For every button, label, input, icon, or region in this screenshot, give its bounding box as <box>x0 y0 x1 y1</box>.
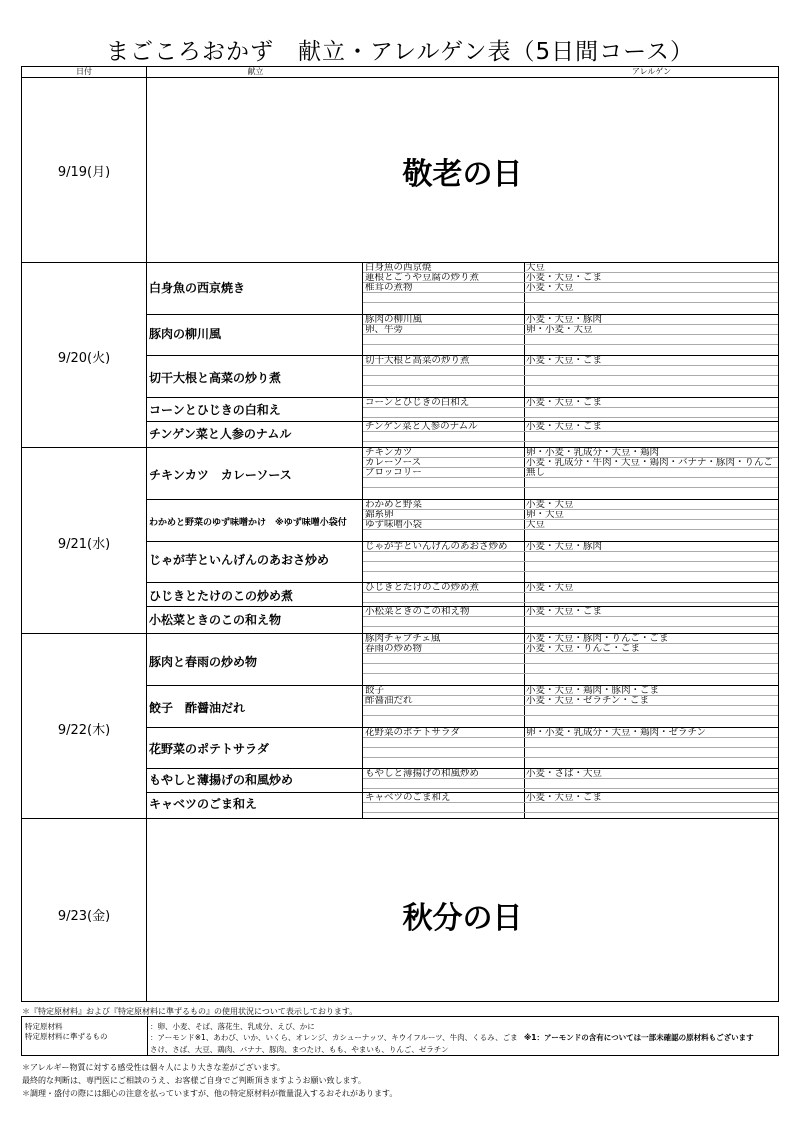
grid-line <box>363 715 778 716</box>
item-name: 卵、牛蒡 <box>365 325 404 334</box>
allergen-legend <box>21 1016 779 1056</box>
grid-line <box>362 633 363 818</box>
allergen-value: 小麦・大豆・ごま <box>526 356 603 365</box>
grid-line <box>363 757 778 758</box>
holiday-label: 秋分の日 <box>402 901 523 936</box>
grid-line <box>363 616 778 617</box>
item-name: 春雨の炒め物 <box>365 644 423 653</box>
allergen-value: 小麦・さば・大豆 <box>526 769 603 778</box>
grid-line <box>363 551 778 552</box>
footnote: ＊調理・盛付の際には細心の注意を払っていますが、他の特定原材料が微量混入するおそれがあります。 <box>22 1089 398 1098</box>
grid-line <box>363 592 778 593</box>
legend-note: ※1：アーモンドの含有については一部未確認の原材料もございます <box>524 1033 754 1042</box>
dish-name: じゃが芋といんげんのあおさ炒め <box>149 553 330 567</box>
grid-line <box>363 487 778 488</box>
dish-name: 切干大根と高菜の炒り煮 <box>149 371 282 385</box>
grid-line <box>524 633 525 818</box>
allergen-value: 小麦・大豆・ごま <box>526 607 603 616</box>
date-cell: 9/20(火) <box>57 351 111 366</box>
grid-line <box>363 602 778 603</box>
grid-line <box>363 653 778 654</box>
item-name: わかめと野菜 <box>365 500 423 509</box>
grid-line <box>363 431 778 432</box>
dish-name: ひじきとたけのこの炒め煮 <box>149 589 294 603</box>
dish-name: もやしと薄揚げの和風炒め <box>149 773 294 787</box>
grid-line <box>363 778 778 779</box>
dish-name: 豚肉と春雨の炒め物 <box>149 655 258 669</box>
grid-line <box>363 747 778 748</box>
grid-line <box>363 375 778 376</box>
item-name: 酢醤油だれ <box>365 696 413 705</box>
allergen-value: 卵・小麦・乳成分・大豆・鶏肉・ゼラチン <box>526 728 707 737</box>
item-name: 切干大根と高菜の炒り煮 <box>365 356 470 365</box>
legend-label: 特定原材料 <box>25 1022 63 1031</box>
grid-line <box>363 477 778 478</box>
allergen-value: 小麦・大豆・豚肉 <box>526 542 603 551</box>
item-name: もやしと薄揚げの和風炒め <box>365 769 480 778</box>
grid-line <box>363 737 778 738</box>
header-date: 日付 <box>76 67 92 76</box>
menu-allergen-table <box>21 66 779 1002</box>
header-allergen: アレルゲン <box>631 67 672 76</box>
grid-line <box>363 571 778 572</box>
holiday-label: 敬老の日 <box>402 157 523 192</box>
legend-label: 特定原材料に準ずるもの <box>25 1032 108 1041</box>
date-cell: 9/23(金) <box>57 909 111 924</box>
allergen-value: 小麦・大豆・ごま <box>526 793 603 802</box>
allergen-value: 小麦・大豆 <box>526 500 574 509</box>
item-name: キャベツのごま和え <box>365 793 451 802</box>
date-cell: 9/21(水) <box>57 537 111 552</box>
item-name: 蓮根とごうや豆腐の炒り煮 <box>365 273 480 282</box>
grid-line <box>363 812 778 813</box>
item-name: ブロッコリー <box>365 468 422 477</box>
footnote: ＊アレルギー物質に対する感受性は個々人により大きな差がございます。 <box>22 1063 285 1072</box>
grid-line <box>363 561 778 562</box>
date-cell: 9/22(木) <box>57 723 111 738</box>
item-name: じゃが芋といんげんのあおさ炒め <box>365 542 508 551</box>
allergen-value: 卵・小麦・大豆 <box>526 325 593 334</box>
grid-line <box>363 441 778 442</box>
item-name: 豚肉の柳川風 <box>365 315 423 324</box>
dish-name: わかめと野菜のゆず味噌かけ ※ゆず味噌小袋付 <box>149 518 347 528</box>
item-name: 椎茸の煮物 <box>365 283 413 292</box>
grid-line <box>363 407 778 408</box>
table-header <box>22 67 778 78</box>
allergen-value: 小麦・大豆 <box>526 283 574 292</box>
grid-line <box>363 626 778 627</box>
item-name: 小松菜ときのこの和え物 <box>365 607 470 616</box>
item-name: 白身魚の西京焼 <box>365 263 432 272</box>
item-name: 餃子 <box>365 686 385 695</box>
item-name: カレーソース <box>365 458 422 467</box>
dish-name: キャベツのごま和え <box>149 797 258 811</box>
allergen-value: 小麦・大豆・豚肉・りんご・ごま <box>526 634 669 643</box>
dish-name: チキンカツ カレーソース <box>149 468 292 482</box>
item-name: チンゲン菜と人参のナムル <box>365 422 478 431</box>
allergen-value: 大豆 <box>526 263 546 272</box>
grid-line <box>363 663 778 664</box>
grid-line <box>363 344 778 345</box>
grid-line <box>363 365 778 366</box>
legend-value: ：アーモンド※1、あわび、いか、いくら、オレンジ、カシューナッツ、キウイフルーツ、牛肉、くるみ、ごま <box>150 1033 518 1042</box>
dish-name: 花野菜のポテトサラダ <box>149 742 269 756</box>
grid-line <box>363 673 778 674</box>
grid-line <box>363 385 778 386</box>
allergen-value: 小麦・大豆・豚肉 <box>526 315 603 324</box>
allergen-value: 無し <box>526 468 546 477</box>
allergen-value: 小麦・大豆・鶏肉・豚肉・ごま <box>526 686 660 695</box>
allergen-value: 小麦・大豆・ごま <box>526 273 603 282</box>
date-cell: 9/19(月) <box>57 165 111 180</box>
dish-name: 豚肉の柳川風 <box>149 327 222 341</box>
header-menu: 献立 <box>247 67 264 76</box>
dish-name: コーンとひじきの白和え <box>149 403 281 417</box>
grid-line <box>363 802 778 803</box>
page-title: まごころおかず 献立・アレルゲン表（5日間コース） <box>105 39 695 65</box>
legend-value: さけ、さば、大豆、鶏肉、バナナ、豚肉、まつたけ、もも、やまいも、りんご、ゼラチン <box>150 1045 449 1054</box>
allergen-value: 卵・小麦・乳成分・大豆・鶏肉 <box>526 448 660 457</box>
grid-line <box>363 334 778 335</box>
dish-name: 白身魚の西京焼き <box>149 281 246 295</box>
grid-line <box>22 818 778 819</box>
item-name: ひじきとたけのこの炒め煮 <box>365 583 480 592</box>
allergen-value: 小麦・大豆・ごま <box>526 398 603 407</box>
item-name: 花野菜のポテトサラダ <box>365 728 460 737</box>
grid-line <box>363 788 778 789</box>
allergen-value: 小麦・大豆・ゼラチン・ごま <box>526 696 650 705</box>
allergen-value: 小麦・大豆・ごま <box>526 422 603 431</box>
grid-line <box>363 302 778 303</box>
grid-line <box>363 529 778 530</box>
item-name: 錦糸卵 <box>365 510 394 519</box>
allergen-value: 小麦・大豆・りんご・ごま <box>526 644 641 653</box>
grid-line <box>363 417 778 418</box>
allergen-value: 大豆 <box>526 520 546 529</box>
dish-name: チンゲン菜と人参のナムル <box>149 427 292 441</box>
item-name: ゆず味噌小袋 <box>365 520 423 529</box>
dish-name: 小松菜ときのこの和え物 <box>149 613 282 627</box>
grid-line <box>363 292 778 293</box>
allergen-value: 卵・大豆 <box>526 510 565 519</box>
item-name: チキンカツ <box>365 448 413 457</box>
item-name: コーンとひじきの白和え <box>365 398 470 407</box>
footnote: 最終的な判断は、専門医にご相談のうえ、お客様ご自身でご判断頂きますようお願い致します。 <box>22 1076 366 1085</box>
item-name: 豚肉チャプチェ風 <box>365 634 441 643</box>
allergen-value: 小麦・乳成分・牛肉・大豆・鶏肉・バナナ・豚肉・りんご <box>526 458 774 467</box>
legend-value: ：卵、小麦、そば、落花生、乳成分、えび、かに <box>150 1022 315 1031</box>
footnote-top: ＊『特定原材料』および『特定原材料に準ずるもの』の使用状況について表示しております。 <box>22 1007 358 1016</box>
grid-line <box>363 705 778 706</box>
dish-name: 餃子 酢醤油だれ <box>149 701 246 715</box>
allergen-value: 小麦・大豆 <box>526 583 574 592</box>
